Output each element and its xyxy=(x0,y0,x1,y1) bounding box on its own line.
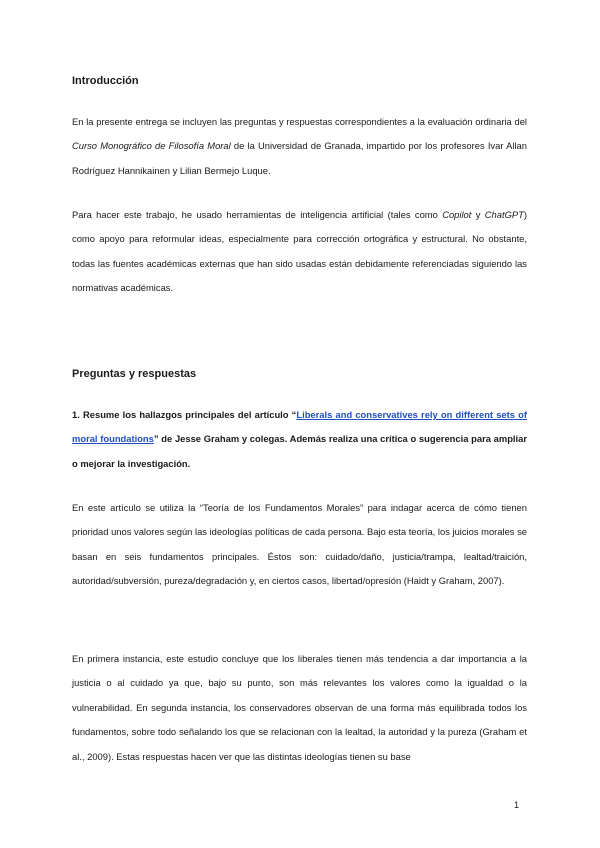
question-1: 1. Resume los hallazgos principales del artículo “Liberals and conservatives rely on different sets of moral foundations” de Jesse Graham y colegas. Además realiza una crítica o sugerencia para ampliar o mejorar la investigación. xyxy=(72,409,527,469)
qa-heading: Preguntas y respuestas xyxy=(72,368,197,380)
tool-name-copilot: Copilot xyxy=(442,209,472,220)
intro-heading: Introducción xyxy=(72,75,139,87)
page-number: 1 xyxy=(514,800,520,810)
intro-paragraph-2: Para hacer este trabajo, he usado herramientas de inteligencia artificial (tales como Copilot y ChatGPT) como apoyo para reformular ideas, especialmente para corrección ortográfica y estructural. No obstante, todas las fuentes académicas externas que han sido usadas están debidamente referenciadas siguiendo las normativas académicas. xyxy=(72,209,527,294)
answer-paragraph-2: En primera instancia, este estudio concluye que los liberales tienen más tendencia a dar importancia a la justicia o al cuidado ya que, bajo su punto, son más relevantes los valores como la igualdad o la vulnerabilidad. En segunda instancia, los conservadores observan de una forma más equilibrada todos los fundamentos, sobre todo señalando los que se relacionan con la lealtad, la autoridad y la pureza (Graham et al., 2009). Estas respuestas hacen ver que las distintas ideologías tienen su base xyxy=(72,653,527,762)
course-title: Curso Monográfico de Filosofía Moral xyxy=(72,140,231,152)
answer-paragraph-1: En este artículo se utiliza la “Teoría de los Fundamentos Morales” para indagar acerca de cómo tienen prioridad unos valores según las ideologías políticas de cada persona. Bajo esta teoría, los juicios morales se basan en seis fundamentos principales. Éstos son: cuidado/daño, justicia/trampa, lealtad/traición, autoridad/subversión, pureza/degradación y, en ciertos casos, libertad/opresión (Haidt y Graham, 2007). xyxy=(72,502,527,587)
article-link[interactable]: Liberals and conservatives rely on different sets of moral foundations xyxy=(72,409,527,445)
tool-name-chatgpt: ChatGPT xyxy=(484,209,524,220)
intro-paragraph-1: En la presente entrega se incluyen las preguntas y respuestas correspondientes a la evaluación ordinaria del Curso Monográfico de Filosofía Moral de la Universidad de Granada, impartido por los profesores Ivar Allan Rodríguez Hannikainen y Lilian Bermejo Luque. xyxy=(72,116,527,176)
